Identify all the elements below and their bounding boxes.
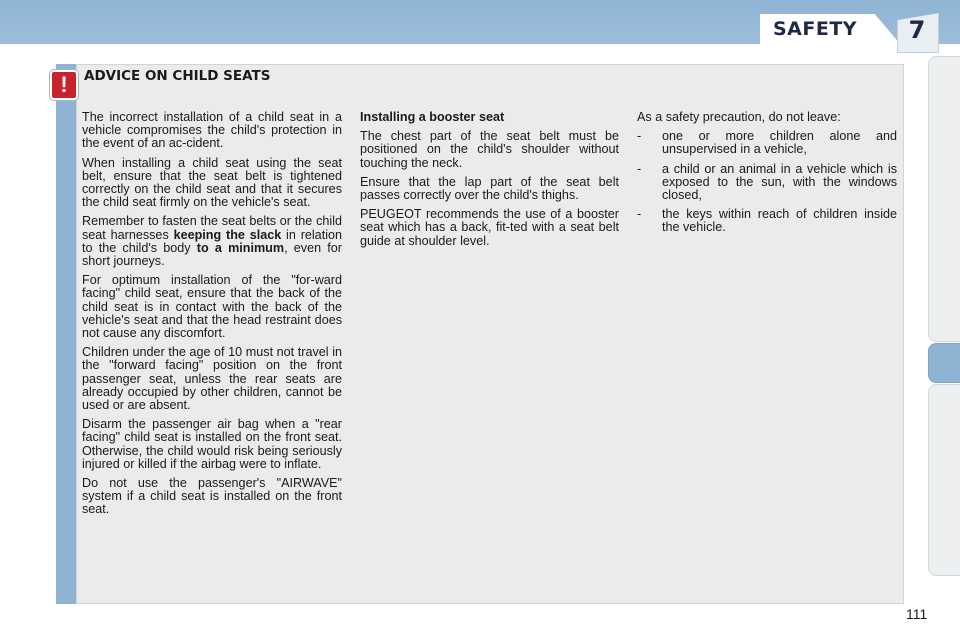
- bullet-text: one or more children alone and unsupervised in a vehicle,: [662, 129, 897, 157]
- column-right: [637, 111, 897, 241]
- bullet-dash: -: [637, 129, 642, 144]
- column-middle: [360, 111, 619, 254]
- column-left: [82, 111, 342, 523]
- chapter-tab-upper[interactable]: [928, 56, 960, 342]
- warning-icon: [50, 70, 78, 100]
- bullet-dash: -: [637, 161, 642, 176]
- bullet-item: [637, 163, 897, 203]
- paragraph: The incorrect installation of a child seat in a vehicle compromises the child's protection in the event of an ac-cident.: [82, 110, 342, 151]
- bullet-text: the keys within reach of children inside the vehicle.: [662, 207, 897, 235]
- paragraph: Ensure that the lap part of the seat belt passes correctly over the child's thighs.: [360, 174, 619, 203]
- paragraph: Do not use the passenger's "AIRWAVE" system if a child seat is installed on the front seat.: [82, 476, 342, 517]
- text-run: , even for short journeys.: [82, 240, 342, 269]
- panel-accent-bar: [56, 64, 76, 604]
- paragraph: When installing a child seat using the seat belt, ensure that the seat belt is tightened correctly on the child seat and that it secures the child seat firmly on the vehicle's seat.: [82, 155, 342, 210]
- panel-heading: ADVICE ON CHILD SEATS: [84, 68, 271, 84]
- bullet-text: a child or an animal in a vehicle which is exposed to the sun, with the windows closed,: [662, 161, 897, 203]
- chapter-number: 7: [908, 16, 926, 44]
- chapter-tab-active[interactable]: [928, 343, 960, 383]
- paragraph-intro: As a safety precaution, do not leave:: [637, 110, 841, 124]
- paragraph: Disarm the passenger air bag when a "rear facing" child seat is installed on the front seat. Otherwise, the child would risk being seriously injured or killed if the airbag were to inflate.: [82, 417, 342, 471]
- paragraph: For optimum installation of the "for-ward facing" child seat, ensure that the back of the child seat is in contact with the back of the vehicle's seat and that the head restraint does not cause any discomfort.: [82, 273, 342, 341]
- bold-run: keeping the slack: [173, 227, 282, 242]
- subheading: Installing a booster seat: [360, 110, 505, 124]
- paragraph: The chest part of the seat belt must be positioned on the child's shoulder without touching the neck.: [360, 129, 619, 170]
- paragraph-harness: [82, 215, 342, 268]
- warning-glyph: !: [60, 72, 68, 97]
- text-run: Remember to fasten the seat belts or the child seat harnesses: [82, 214, 342, 242]
- chapter-tab-lower[interactable]: [928, 384, 960, 576]
- bold-run: to a minimum: [196, 240, 285, 255]
- bullet-item: [637, 208, 897, 234]
- paragraph: PEUGEOT recommends the use of a booster seat which has a back, fit-ted with a seat belt guide at shoulder level.: [360, 207, 619, 248]
- paragraph: Children under the age of 10 must not travel in the "forward facing" position on the front passenger seat, unless the rear seats are already occupied by other children, cannot be used or are absent.: [82, 345, 342, 413]
- page-number: 111: [906, 606, 928, 622]
- section-title: SAFETY: [773, 18, 858, 40]
- bullet-dash: -: [637, 207, 642, 222]
- text-run: in relation to the child's body: [82, 227, 342, 255]
- bullet-item: [637, 130, 897, 156]
